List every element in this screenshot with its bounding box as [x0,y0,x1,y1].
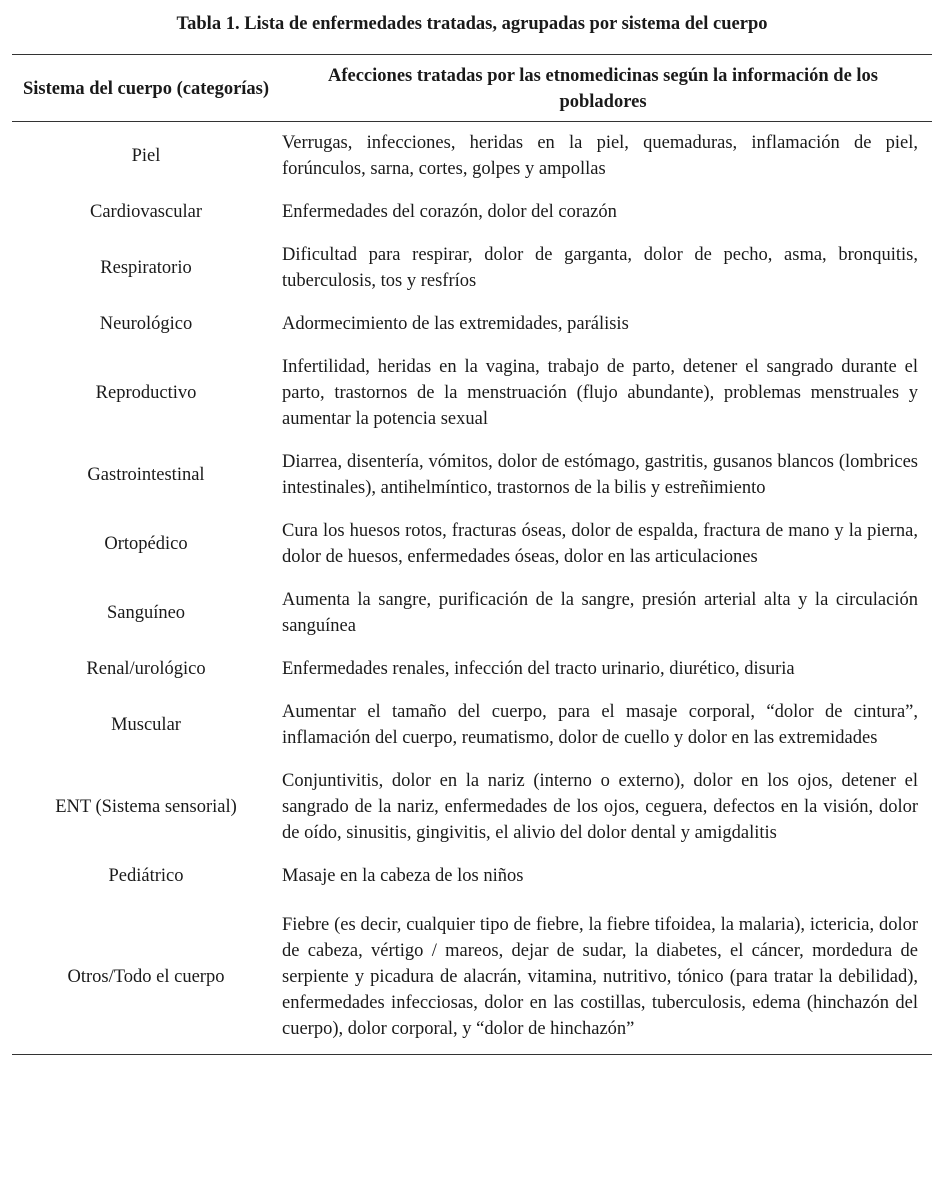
table-row [12,510,932,579]
conditions-cell: Cura los huesos rotos, fracturas óseas, dolor de espalda, fractura de mano y la pierna, dolor de huesos, enfermedades óseas, dolor en las articulaciones [282,521,918,567]
body-system-cell: Ortopédico [104,534,188,554]
table-row [12,234,932,303]
body-system-cell: Otros/Todo el cuerpo [12,898,280,1055]
conditions-cell: Masaje en la cabeza de los niños [282,866,524,886]
table-body [12,122,932,1055]
body-system-cell: Respiratorio [100,258,192,278]
conditions-cell: Aumentar el tamaño del cuerpo, para el masaje corporal, “dolor de cintura”, inflamación del cuerpo, reumatismo, dolor de cuello y dolor en las extremidades [282,702,918,748]
table-row [12,691,932,760]
table-row [12,191,932,234]
conditions-cell: Infertilidad, heridas en la vagina, trabajo de parto, detener el sangrado durante el parto, trastornos de la menstruación (flujo abundante), problemas menstruales y aumentar la potencia sexual [282,357,918,429]
table-row [12,441,932,510]
table-row [12,898,932,1055]
table-row [12,122,932,192]
conditions-cell: Dificultad para respirar, dolor de garganta, dolor de pecho, asma, bronquitis, tuberculosis, tos y resfríos [282,245,918,291]
conditions-cell: Verrugas, infecciones, heridas en la piel, quemaduras, inflamación de piel, forúnculos, sarna, cortes, golpes y ampollas [282,133,918,179]
conditions-cell: Adormecimiento de las extremidades, parálisis [282,314,629,334]
table-row [12,760,932,855]
body-system-cell: Renal/urológico [86,659,206,679]
conditions-cell: Enfermedades renales, infección del tracto urinario, diurético, disuria [282,659,795,679]
body-system-cell: Cardiovascular [90,202,202,222]
body-system-cell: Gastrointestinal [87,465,205,485]
header-body-system: Sistema del cuerpo (categorías) [12,55,280,122]
table-row [12,855,932,898]
conditions-cell: Conjuntivitis, dolor en la nariz (interno o externo), dolor en los ojos, detener el sangrado de la nariz, enfermedades de los ojos, ceguera, defectos en la visión, dolor de oído, sinusitis, gingivitis, el alivio del dolor dental y amigdalitis [282,771,918,843]
table-header-row [12,55,932,122]
header-conditions: Afecciones tratadas por las etnomedicinas según la información de los pobladores [280,55,932,122]
conditions-cell: Diarrea, disentería, vómitos, dolor de estómago, gastritis, gusanos blancos (lombrices intestinales), antihelmíntico, trastornos de la bilis y estreñimiento [282,452,918,498]
body-system-cell: Pediátrico [108,866,184,886]
table-row [12,648,932,691]
body-system-cell: Sanguíneo [106,603,186,623]
table-row [12,303,932,346]
table-row [12,346,932,441]
body-system-cell: Neurológico [99,314,193,334]
diseases-table [12,54,932,1055]
body-system-cell: Piel [131,146,161,166]
table-row [12,579,932,648]
conditions-cell: Aumenta la sangre, purificación de la sangre, presión arterial alta y la circulación sanguínea [282,590,918,636]
table-title: Tabla 1. Lista de enfermedades tratadas, agrupadas por sistema del cuerpo [176,14,768,34]
conditions-cell: Fiebre (es decir, cualquier tipo de fiebre, la fiebre tifoidea, la malaria), ictericia, dolor de cabeza, vértigo / mareos, dejar de sudar, la diabetes, el cáncer, mordedura de serpiente y picadura de alacrán, vitamina, nutritivo, tónico (para tratar la debilidad), enfermedades infecciosas, dolor en las costillas, tuberculosis, edema (hinchazón del cuerpo), dolor corporal, y “dolor de hinchazón” [280,898,932,1055]
body-system-cell: Reproductivo [95,383,197,403]
body-system-cell: Muscular [111,715,181,735]
conditions-cell: Enfermedades del corazón, dolor del corazón [282,202,617,222]
body-system-cell: ENT (Sistema sensorial) [55,797,237,817]
